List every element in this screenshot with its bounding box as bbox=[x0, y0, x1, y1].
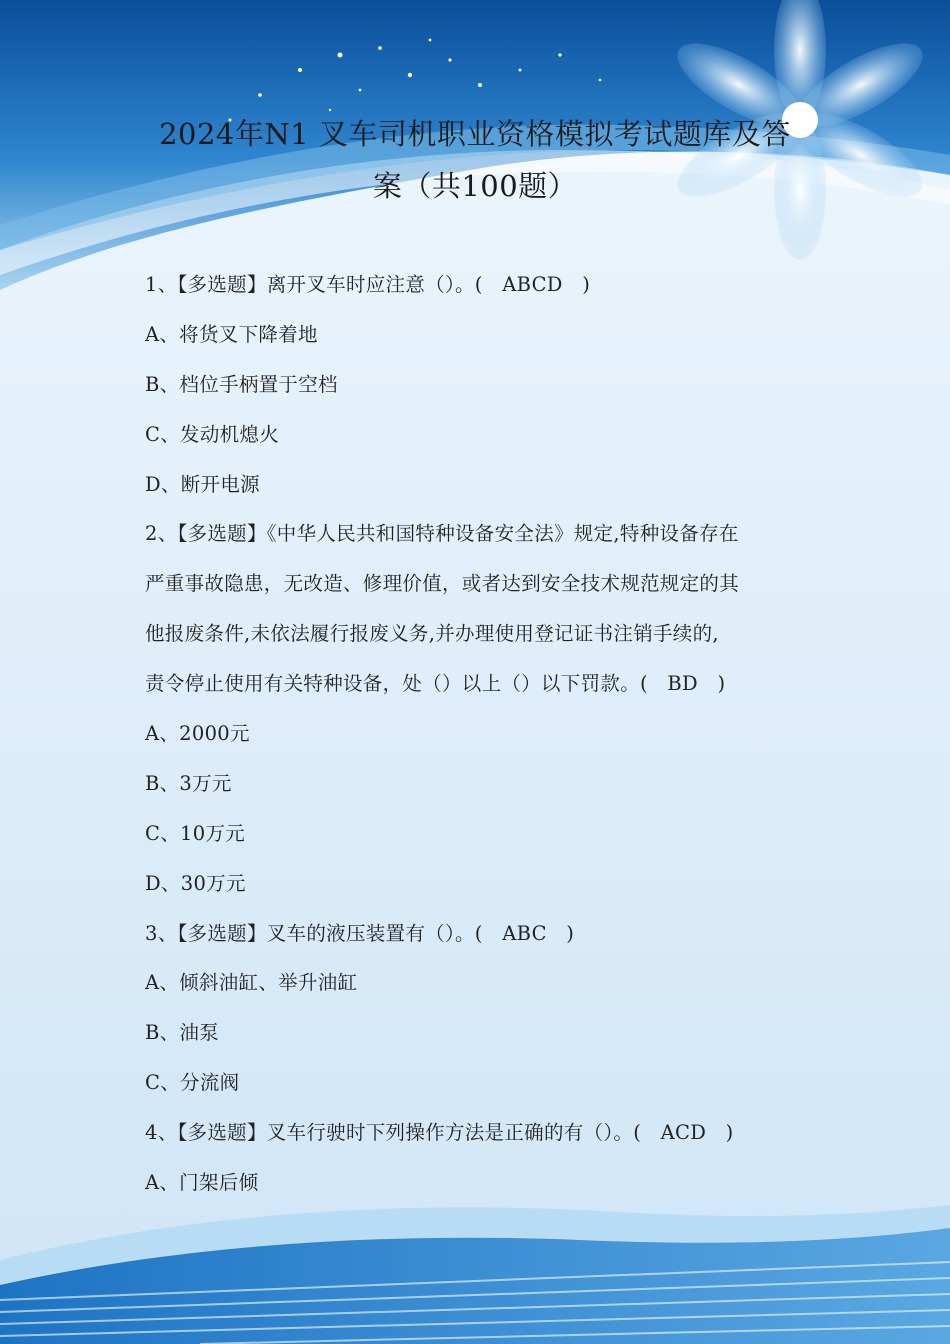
option-2d: D、30万元 bbox=[145, 871, 246, 895]
question-3: 3、【多选题】叉车的液压装置有（）。( ABC ) bbox=[145, 921, 575, 945]
option-2a: A、2000元 bbox=[145, 722, 250, 746]
title-line-1: 2024年N1 叉车司机职业资格模拟考试题库及答 bbox=[159, 117, 791, 151]
question-1: 1、【多选题】离开叉车时应注意（）。( ABCD ) bbox=[145, 273, 591, 296]
question-2-line-1: 2、【多选题】《中华人民共和国特种设备安全法》规定,特种设备存在 bbox=[145, 522, 739, 546]
option-3a: A、倾斜油缸、举升油缸 bbox=[145, 971, 358, 995]
option-3c: C、分流阀 bbox=[145, 1071, 240, 1095]
document-title bbox=[130, 108, 820, 212]
question-4: 4、【多选题】叉车行驶时下列操作方法是正确的有（）。( ACD ) bbox=[145, 1121, 734, 1145]
option-1c: C、发动机熄火 bbox=[145, 422, 280, 446]
option-2c: C、10万元 bbox=[145, 821, 246, 845]
question-2-line-2: 严重事故隐患，无改造、修理价值，或者达到安全技术规范规定的其 bbox=[145, 572, 740, 596]
option-3b: B、油泵 bbox=[145, 1021, 220, 1045]
option-4a: A、门架后倾 bbox=[145, 1171, 259, 1195]
title-line-2: 案（共100题） bbox=[372, 169, 578, 203]
option-2b: B、3万元 bbox=[145, 771, 232, 795]
question-list bbox=[145, 268, 815, 1216]
option-1d: D、断开电源 bbox=[145, 472, 260, 496]
question-2-line-3: 他报废条件,未依法履行报废义务,并办理使用登记证书注销手续的, bbox=[145, 622, 719, 646]
option-1a: A、将货叉下降着地 bbox=[145, 322, 318, 346]
option-1b: B、档位手柄置于空档 bbox=[145, 372, 338, 396]
question-2-line-4: 责令停止使用有关特种设备，处（）以上（）以下罚款。( BD ) bbox=[145, 672, 726, 696]
